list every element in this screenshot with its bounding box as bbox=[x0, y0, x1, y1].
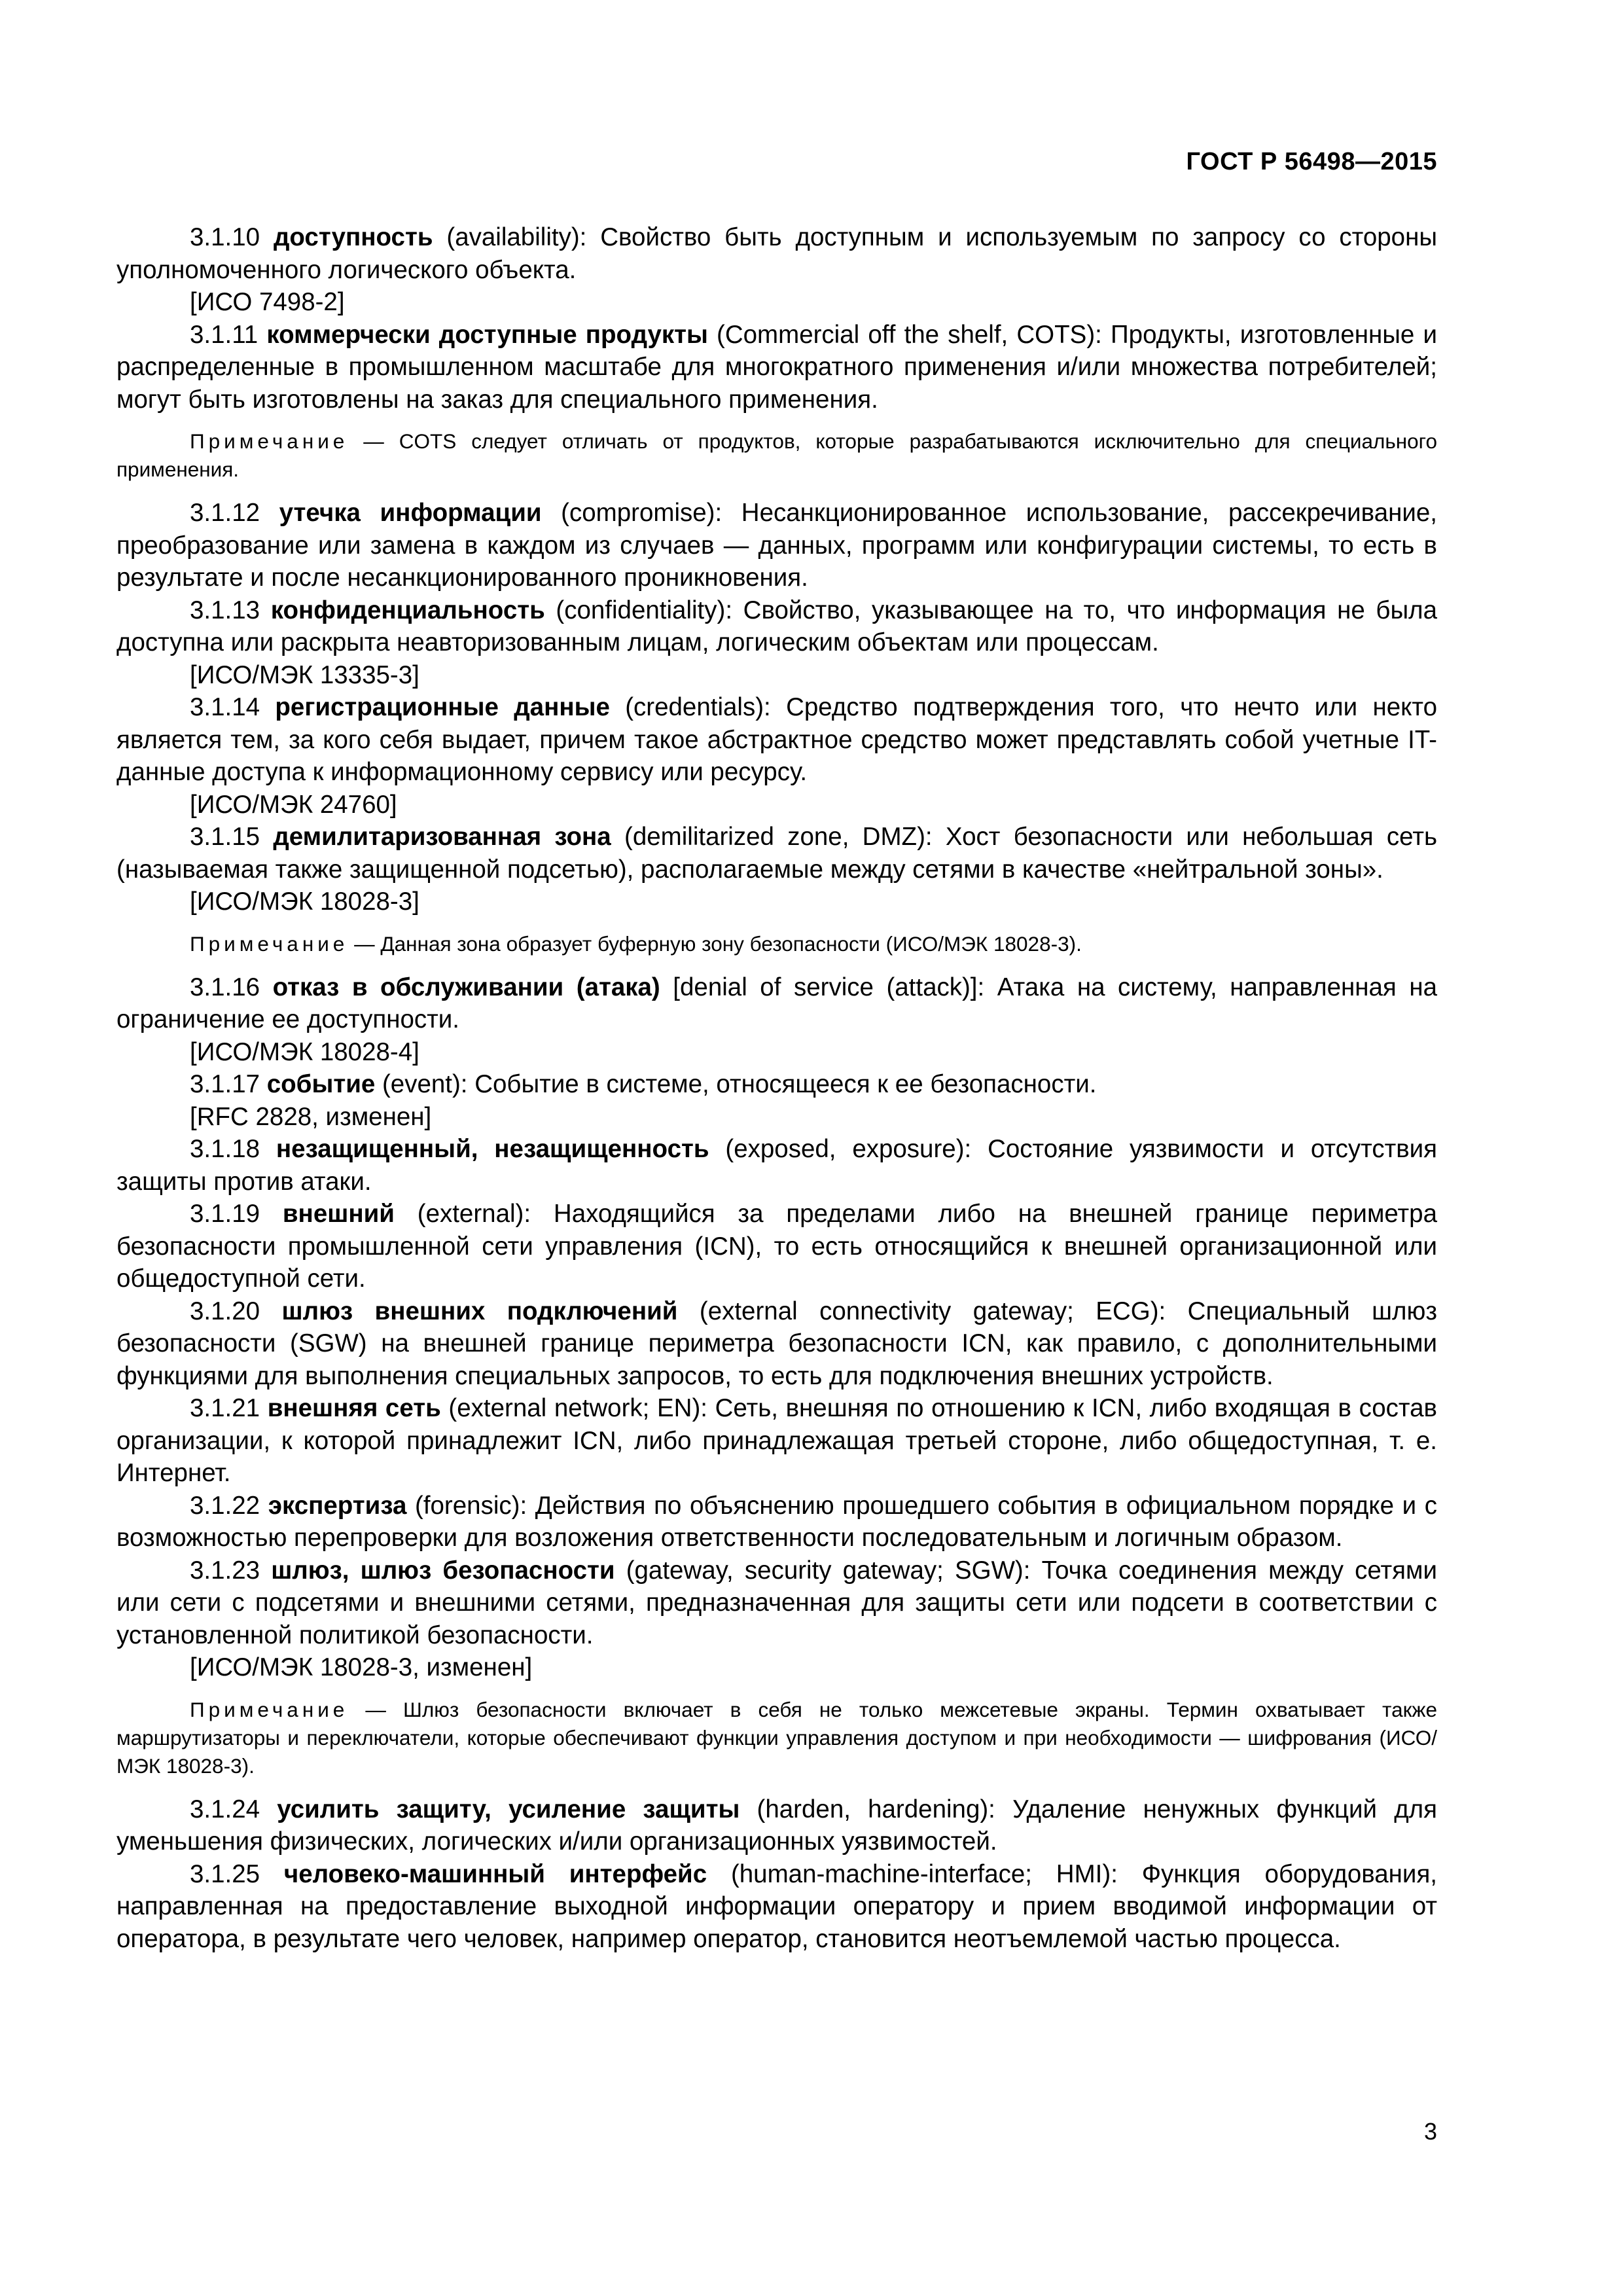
term-number: 3.1.25 bbox=[190, 1859, 260, 1888]
term-text: [denial of service (attack)]: Атака на систему, направленная на ограничение ее доступности. bbox=[116, 973, 1437, 1033]
term-name: незащищенный, незащищенность bbox=[276, 1135, 709, 1163]
note bbox=[116, 1696, 1437, 1780]
note-label: Примечание bbox=[190, 931, 349, 956]
term-name: внешний bbox=[282, 1200, 395, 1228]
term-definition bbox=[116, 691, 1437, 789]
term-text: (credentials): Средство подтверждения того, что нечто или некто является тем, за кого себя выдает, причем такое абстрактное средство может представлять собой учетные IT-данные доступа к информационному сервису или ресурсу. bbox=[116, 693, 1438, 786]
term-name: доступность bbox=[273, 223, 433, 251]
term-name: усилить защиту, усиление защиты bbox=[277, 1795, 740, 1823]
term-text: (availability): Свойство быть доступным и используемым по запросу со стороны уполномоченного логического объекта. bbox=[116, 223, 1438, 284]
term-name: шлюз, шлюз безопасности bbox=[271, 1556, 615, 1585]
term-number: 3.1.10 bbox=[190, 223, 260, 251]
term-number: 3.1.23 bbox=[190, 1556, 260, 1585]
term-text: (harden, hardening): Удаление ненужных функций для уменьшения физических, логических и/или организационных уязвимостей. bbox=[116, 1795, 1437, 1856]
term-text: (external network; EN): Сеть, внешняя по отношению к ICN, либо входящая в состав организации, к которой принадлежит ICN, либо принадлежащая третьей стороне, либо общедоступная, т. е. Интернет. bbox=[116, 1394, 1437, 1487]
term-name: утечка информации bbox=[279, 499, 542, 527]
term-definition bbox=[116, 1068, 1437, 1101]
note-label: Примечание bbox=[190, 1697, 349, 1721]
note bbox=[116, 427, 1437, 484]
term-text: (event): Событие в системе, относящееся к ее безопасности. bbox=[375, 1070, 1097, 1098]
term-definition bbox=[116, 1490, 1437, 1554]
term-number: 3.1.16 bbox=[190, 973, 260, 1001]
term-number: 3.1.12 bbox=[190, 499, 260, 527]
term-number: 3.1.21 bbox=[190, 1394, 260, 1422]
terms-definitions-section bbox=[116, 221, 1437, 1955]
term-definition bbox=[116, 1133, 1437, 1198]
term-text: (compromise): Несанкционированное использование, рассекречивание, преобразование или замена в каждом из случаев — данных, программ или конфигурации системы, то есть в результате и после несанкционированного проникновения. bbox=[116, 499, 1437, 592]
term-number: 3.1.18 bbox=[190, 1135, 260, 1163]
term-name: отказ в обслуживании (атака) bbox=[272, 973, 660, 1001]
term-text: (Commercial off the shelf, COTS): Продукты, изготовленные и распределенные в промышленном масштабе для многократного применения и/или множества потребителей; могут быть изготовлены на заказ для специального применения. bbox=[116, 320, 1437, 414]
term-text: (demilitarized zone, DMZ): Хост безопасности или небольшая сеть (называемая также защищенной подсетью), располагаемые между сетями в качестве «нейтральной зоны». bbox=[116, 823, 1438, 884]
source-reference: [ИСО/МЭК 24760] bbox=[190, 790, 397, 819]
term-definition bbox=[116, 1858, 1437, 1956]
term-number: 3.1.11 bbox=[190, 320, 259, 349]
source-reference: [ИСО/МЭК 18028-3] bbox=[190, 888, 419, 916]
term-definition bbox=[116, 1554, 1437, 1652]
source-reference: [RFC 2828, изменен] bbox=[190, 1102, 432, 1131]
term-number: 3.1.20 bbox=[190, 1297, 260, 1325]
term-definition bbox=[116, 1198, 1437, 1295]
term-name: человеко-машинный интерфейс bbox=[283, 1859, 707, 1888]
source-reference: [ИСО/МЭК 18028-3, изменен] bbox=[190, 1653, 533, 1681]
note-text: — COTS следует отличать от продуктов, которые разрабатываются исключительно для специального применения. bbox=[116, 429, 1437, 481]
term-definition bbox=[116, 221, 1437, 286]
term-text: (external): Находящийся за пределами либо на внешней границе периметра безопасности промышленной сети управления (ICN), то есть относящийся к внешней организационной или общедоступной сети. bbox=[116, 1200, 1437, 1293]
term-text: (gateway, security gateway; SGW): Точка соединения между сетями или сети с подсетями и внешними сетями, предназначенная для защиты сети или подсети в соответствии с установленной политикой безопасности. bbox=[116, 1556, 1437, 1649]
term-definition bbox=[116, 594, 1437, 659]
term-name: шлюз внешних подключений bbox=[281, 1297, 678, 1325]
term-number: 3.1.13 bbox=[190, 596, 260, 624]
term-text: (external connectivity gateway; ECG): Специальный шлюз безопасности (SGW) на внешней границе периметра безопасности ICN, как правило, с дополнительными функциями для выполнения специальных запросов, то есть для подключения внешних устройств. bbox=[116, 1297, 1438, 1390]
term-definition bbox=[116, 821, 1437, 886]
term-number: 3.1.15 bbox=[190, 823, 260, 851]
note-label: Примечание bbox=[190, 429, 349, 453]
term-text: (human-machine-interface; HMI): Функция оборудования, направленная на предоставление выходной информации оператору и прием вводимой информации от оператора, в результате чего человек, например оператор, становится неотъемлемой частью процесса. bbox=[116, 1859, 1437, 1953]
term-text: (exposed, exposure): Состояние уязвимости и отсутствия защиты против атаки. bbox=[116, 1135, 1438, 1196]
term-name: конфиденциальность bbox=[270, 596, 545, 624]
term-definition bbox=[116, 1295, 1437, 1393]
term-number: 3.1.24 bbox=[190, 1795, 260, 1823]
term-name: демилитаризованная зона bbox=[273, 823, 611, 851]
term-name: экспертиза bbox=[268, 1491, 407, 1520]
term-definition bbox=[116, 497, 1437, 594]
source-reference: [ИСО/МЭК 18028-4] bbox=[190, 1037, 419, 1066]
page-number: 3 bbox=[1423, 2118, 1437, 2145]
term-name: коммерчески доступные продукты bbox=[266, 320, 708, 349]
term-text: (confidentiality): Свойство, указывающее на то, что информация не была доступна или раскрыта неавторизованным лицам, логическим объектам или процессам. bbox=[116, 596, 1437, 656]
term-definition bbox=[116, 1392, 1437, 1490]
term-number: 3.1.17 bbox=[190, 1070, 260, 1098]
term-number: 3.1.22 bbox=[190, 1491, 260, 1520]
term-number: 3.1.19 bbox=[190, 1200, 260, 1228]
term-name: регистрационные данные bbox=[275, 693, 610, 721]
term-name: событие bbox=[266, 1070, 376, 1098]
term-number: 3.1.14 bbox=[190, 693, 260, 721]
term-definition bbox=[116, 971, 1437, 1036]
document-header-id: ГОСТ Р 56498—2015 bbox=[1186, 148, 1437, 175]
note bbox=[116, 930, 1437, 958]
term-text: (forensic): Действия по объяснению прошедшего события в официальном порядке и с возможностью перепроверки для возложения ответственности последовательным и логичным образом. bbox=[116, 1491, 1438, 1552]
term-name: внешняя сеть bbox=[267, 1394, 441, 1422]
term-definition bbox=[116, 1793, 1437, 1858]
term-definition bbox=[116, 319, 1437, 416]
note-text: — Шлюз безопасности включает в себя не только межсетевые экраны. Термин охватывает также маршрутизаторы и переключатели, которые обеспечивают функции управления доступом и при необходимости — шифрования (ИСО/МЭК 18028-3). bbox=[116, 1697, 1437, 1778]
source-reference: [ИСО 7498-2] bbox=[190, 288, 345, 316]
note-text: — Данная зона образует буферную зону безопасности (ИСО/МЭК 18028-3). bbox=[348, 931, 1082, 956]
source-reference: [ИСО/МЭК 13335-3] bbox=[190, 660, 419, 689]
